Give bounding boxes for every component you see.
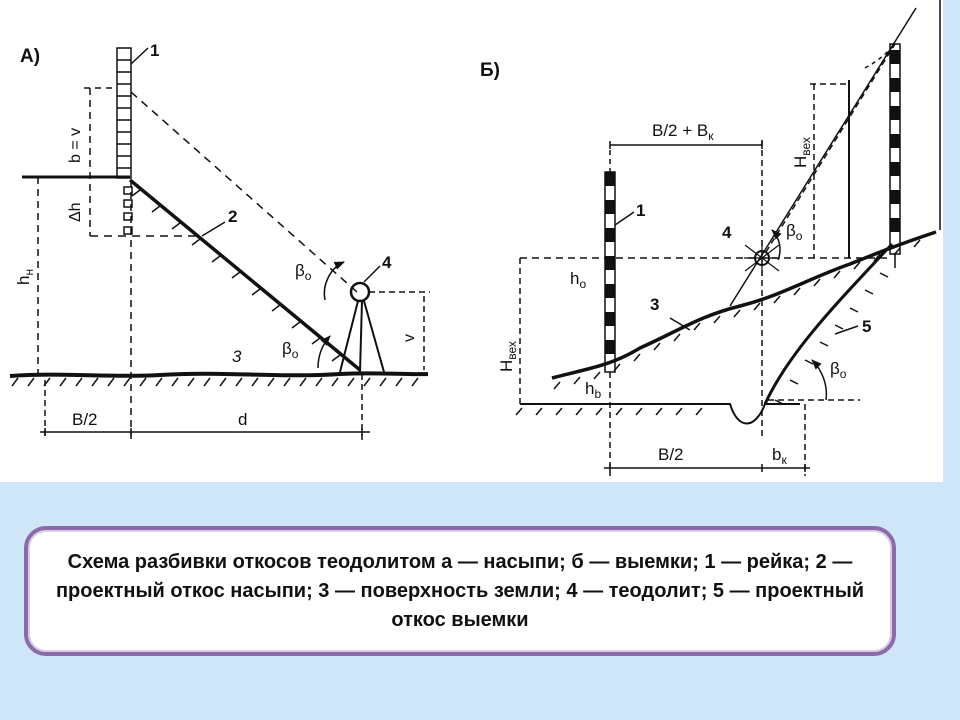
cut-design-slope — [765, 244, 892, 404]
panel-b-title: Б) — [480, 60, 500, 81]
svg-text:βо: $\beta_о$ — [282, 339, 299, 361]
ground-hatch-a — [12, 378, 418, 386]
svg-text:bк: $b_к$ — [772, 445, 787, 467]
dim-label-ho: h — [570, 269, 580, 288]
caption-box — [24, 526, 896, 656]
panel-a — [10, 41, 430, 440]
dim-label-hveh-right: H — [791, 155, 810, 168]
dim-label-v: v — [401, 334, 418, 342]
angle-label-beta-top-b: β — [786, 221, 796, 240]
ground-line-b — [552, 232, 936, 378]
figure-caption: Схема разбивки откосов теодолитом а — насыпи; б — выемки; 1 — рейка; 2 — проектный откос насыпи; 3 — поверхность земли; 4 — теодолит; 5 — проектный откос выемки — [55, 550, 865, 631]
cut-bottom — [520, 404, 800, 424]
dim-label-half-b-a: B/2 — [72, 410, 98, 429]
svg-text:βо: $\beta_о$ — [786, 221, 803, 243]
dim-label-top-width: B/2 + B — [652, 121, 709, 140]
dim-label-half-b-b: B/2 — [658, 445, 684, 464]
dim-label-hveh-left: H — [497, 359, 516, 372]
svg-text:B/2 + Bк: $B/2 + B_к$ — [652, 121, 714, 143]
angle-label-beta-low-b: β — [830, 359, 840, 378]
svg-text:hо: $h_о$ — [570, 269, 587, 291]
svg-text:Hвех: $H_{вех}$ — [791, 137, 813, 168]
leveling-rod-a — [117, 48, 131, 178]
dim-label-b-eq-v: b = v — [67, 127, 84, 163]
panel-b — [480, 0, 940, 476]
callout-2-a: 2 — [228, 207, 238, 226]
svg-text:hb: $h_b$ — [585, 379, 602, 401]
callout-4-b: 4 — [722, 223, 732, 242]
callout-4-a: 4 — [382, 253, 392, 272]
callout-5-b: 5 — [862, 317, 872, 336]
dim-label-hb: h — [585, 379, 595, 398]
angle-label-beta-top-a: β — [295, 261, 305, 280]
dim-label-hn: h — [14, 275, 33, 285]
dim-label-dh: Δh — [67, 202, 84, 222]
callout-3-a: 3 — [232, 347, 242, 366]
svg-text:Hвех: $H_{вех}$ — [497, 341, 519, 372]
svg-text:hн: $h_н$ — [14, 268, 36, 285]
theodolite-a — [351, 283, 369, 301]
ground-line-a — [10, 373, 428, 376]
callout-3-b: 3 — [650, 295, 660, 314]
svg-text:βо: $\beta_о$ — [295, 261, 312, 283]
dim-label-d: d — [238, 410, 248, 429]
panel-a-title: А) — [20, 46, 41, 67]
dim-label-bk: b — [772, 445, 782, 464]
angle-label-beta-low-a: β — [282, 339, 292, 358]
callout-1-b: 1 — [636, 201, 646, 220]
svg-text:βо: $\beta_о$ — [830, 359, 847, 381]
callout-1-a: 1 — [150, 41, 160, 60]
